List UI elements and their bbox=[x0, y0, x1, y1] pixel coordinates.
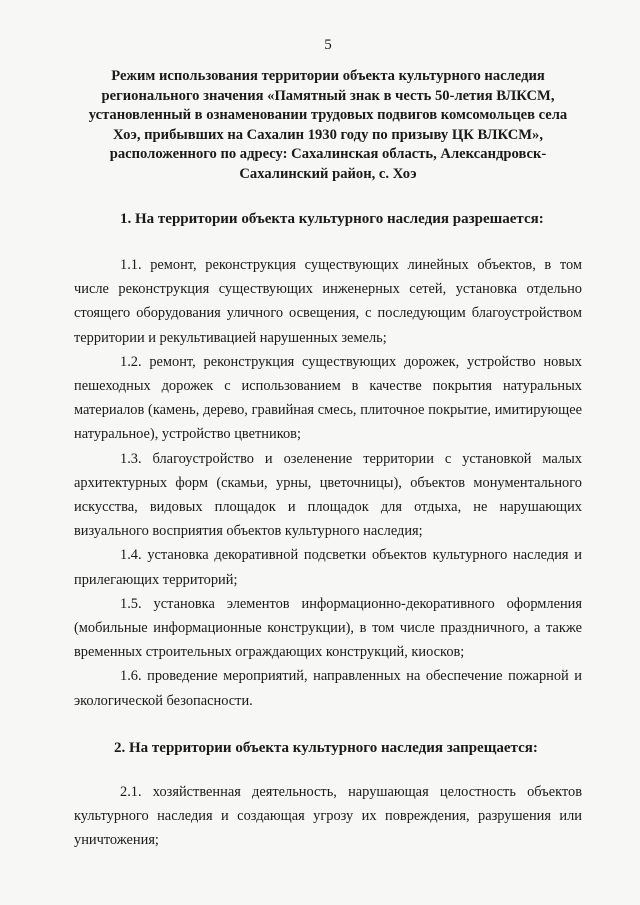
prohibited-items-list bbox=[74, 780, 582, 853]
permitted-items-list bbox=[74, 253, 582, 713]
section-heading-permitted: 1. На территории объекта культурного наследия разрешается: bbox=[120, 211, 544, 227]
document-title: Режим использования территории объекта культурного наследия регионального значения «Памятный знак в честь 50-летия ВЛКСМ, установленный в ознаменовании трудовых подвигов комсомольцев села Хоэ, прибывших на Сахалин 1930 году по призыву ЦК ВЛКСМ», расположенного по адресу: Сахалинская область, Александровск-Сахалинский район, с. Хоэ bbox=[88, 68, 568, 182]
section-heading-prohibited: 2. На территории объекта культурного наследия запрещается: bbox=[114, 739, 538, 756]
list-item: 1.4. установка декоративной подсветки объектов культурного наследия и прилегающих территорий; bbox=[74, 547, 582, 588]
list-item: 1.2. ремонт, реконструкция существующих дорожек, устройство новых пешеходных дорожек с использованием в качестве покрытия натуральных материалов (камень, дерево, гравийная смесь, плиточное покрытие, имитирующее натуральное), устройство цветников; bbox=[74, 353, 582, 443]
list-item: 1.5. установка элементов информационно-декоративного оформления (мобильные информационные конструкции), в том числе праздничного, а также временных строительных ограждающих конструкций, киосков; bbox=[74, 595, 582, 661]
list-item: 1.3. благоустройство и озеленение территории с установкой малых архитектурных форм (скамьи, урны, цветочницы), объектов монументального искусства, видовых площадок и площадок для отдыха, не нарушающих визуального восприятия объектов культурного наследия; bbox=[74, 450, 582, 540]
list-item: 2.1. хозяйственная деятельность, нарушающая целостность объектов культурного наследия и создающая угрозу их повреждения, разрушения или уничтожения; bbox=[74, 783, 582, 849]
list-item: 1.1. ремонт, реконструкция существующих линейных объектов, в том числе реконструкция существующих инженерных сетей, установка отдельно стоящего оборудования уличного освещения, с последующим благоустройством территории и рекультивацией нарушенных земель; bbox=[74, 257, 582, 346]
list-item: 1.6. проведение мероприятий, направленных на обеспечение пожарной и экологической безопасности. bbox=[74, 668, 582, 709]
page-number: 5 bbox=[324, 37, 332, 53]
